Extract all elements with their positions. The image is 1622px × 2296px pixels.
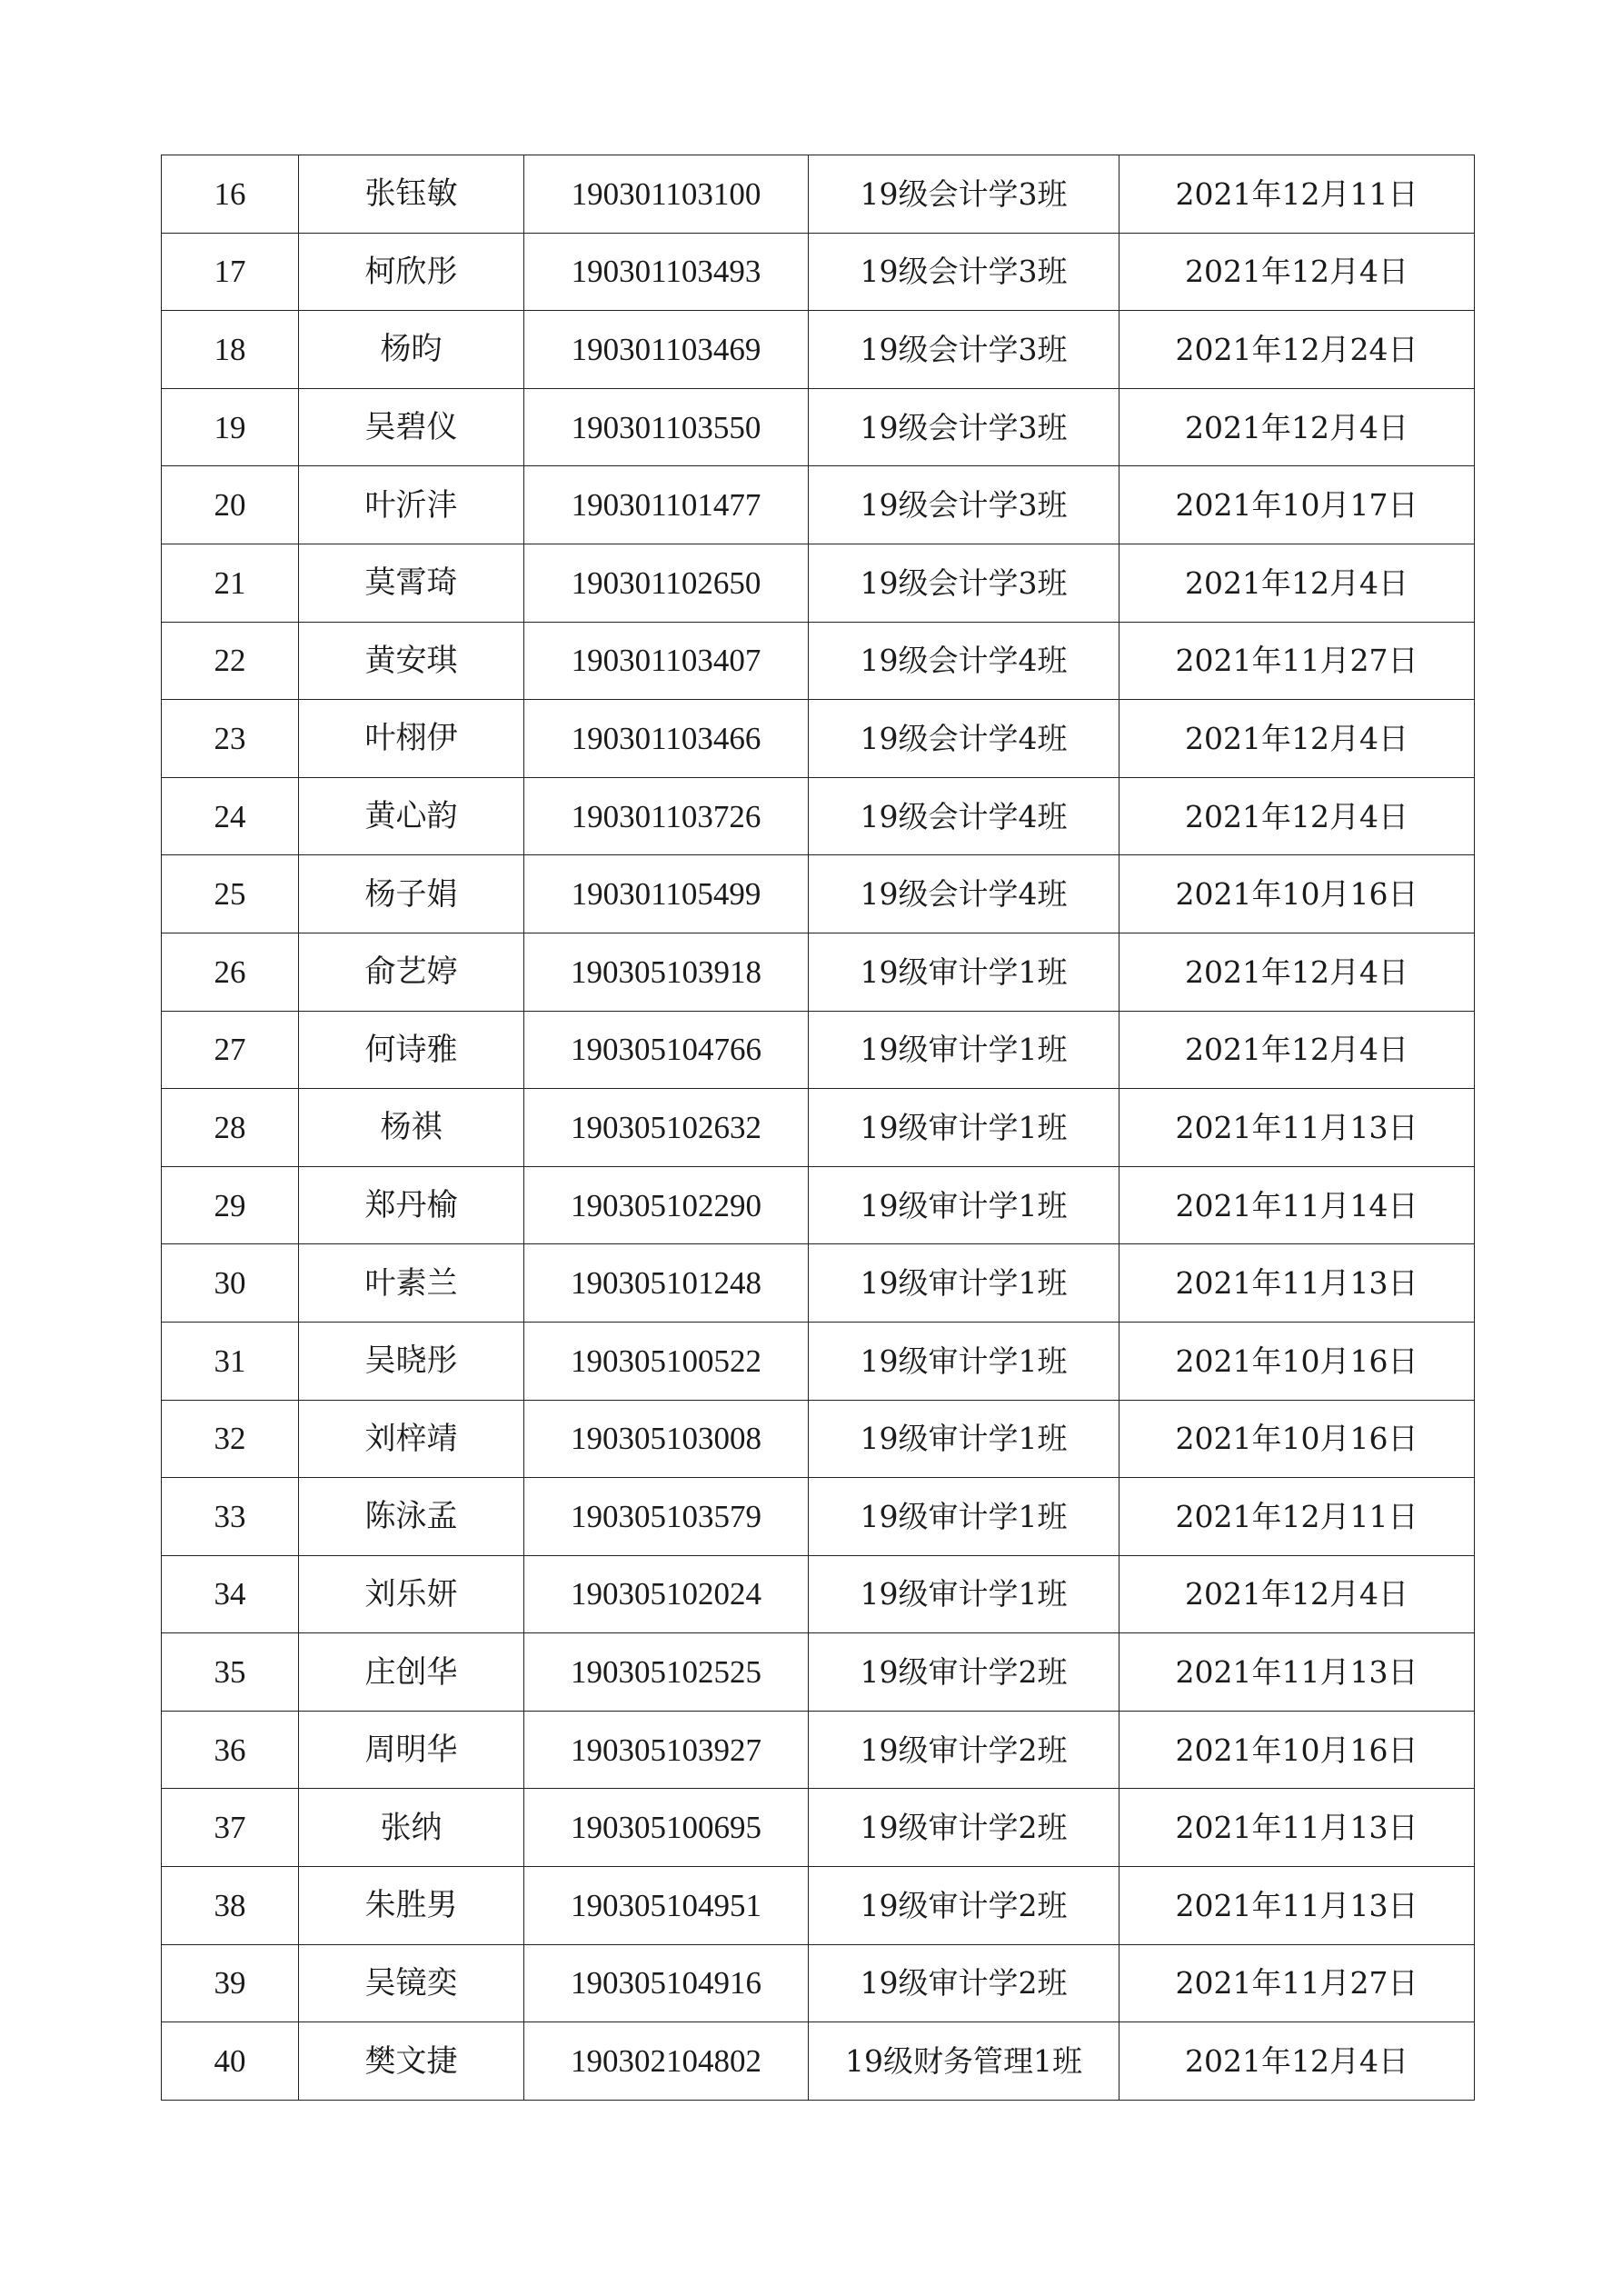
student-name-cell: 吴镜奕 xyxy=(299,1944,524,2022)
student-id-cell: 190301103493 xyxy=(524,233,809,311)
student-name-cell: 柯欣彤 xyxy=(299,233,524,311)
student-name-cell: 何诗雅 xyxy=(299,1011,524,1089)
table-row xyxy=(162,1711,1475,1789)
student-id-cell: 190305100522 xyxy=(524,1322,809,1400)
row-number-cell: 18 xyxy=(162,311,299,389)
table-row xyxy=(162,1089,1475,1167)
class-name-cell: 19级会计学4班 xyxy=(809,622,1119,700)
student-name-cell: 吴晓彤 xyxy=(299,1322,524,1400)
date-cell: 2021年12月4日 xyxy=(1119,388,1475,466)
row-number-cell: 33 xyxy=(162,1478,299,1556)
row-number-cell: 37 xyxy=(162,1789,299,1867)
table-row xyxy=(162,311,1475,389)
class-name-cell: 19级审计学2班 xyxy=(809,1944,1119,2022)
row-number-cell: 39 xyxy=(162,1944,299,2022)
row-number-cell: 26 xyxy=(162,933,299,1011)
student-name-cell: 杨子娟 xyxy=(299,855,524,933)
table-row xyxy=(162,700,1475,778)
student-name-cell: 俞艺婷 xyxy=(299,933,524,1011)
student-name-cell: 吴碧仪 xyxy=(299,388,524,466)
student-name-cell: 郑丹榆 xyxy=(299,1166,524,1244)
student-id-cell: 190305100695 xyxy=(524,1789,809,1867)
date-cell: 2021年10月16日 xyxy=(1119,1400,1475,1478)
class-name-cell: 19级审计学1班 xyxy=(809,1322,1119,1400)
class-name-cell: 19级审计学2班 xyxy=(809,1711,1119,1789)
table-row xyxy=(162,777,1475,855)
row-number-cell: 22 xyxy=(162,622,299,700)
date-cell: 2021年12月4日 xyxy=(1119,1011,1475,1089)
student-name-cell: 叶素兰 xyxy=(299,1244,524,1323)
table-row xyxy=(162,1011,1475,1089)
row-number-cell: 34 xyxy=(162,1555,299,1633)
class-name-cell: 19级会计学3班 xyxy=(809,155,1119,234)
student-name-cell: 樊文捷 xyxy=(299,2022,524,2101)
student-id-cell: 190305103927 xyxy=(524,1711,809,1789)
class-name-cell: 19级会计学4班 xyxy=(809,855,1119,933)
row-number-cell: 23 xyxy=(162,700,299,778)
class-name-cell: 19级会计学3班 xyxy=(809,466,1119,544)
row-number-cell: 35 xyxy=(162,1633,299,1712)
student-id-cell: 190305104951 xyxy=(524,1867,809,1945)
date-cell: 2021年12月24日 xyxy=(1119,311,1475,389)
student-name-cell: 刘梓靖 xyxy=(299,1400,524,1478)
row-number-cell: 32 xyxy=(162,1400,299,1478)
row-number-cell: 19 xyxy=(162,388,299,466)
class-name-cell: 19级审计学1班 xyxy=(809,1555,1119,1633)
student-id-cell: 190301103726 xyxy=(524,777,809,855)
table-row xyxy=(162,622,1475,700)
table-row xyxy=(162,1944,1475,2022)
student-name-cell: 莫霄琦 xyxy=(299,544,524,622)
class-name-cell: 19级审计学1班 xyxy=(809,1478,1119,1556)
date-cell: 2021年11月27日 xyxy=(1119,1944,1475,2022)
table-row xyxy=(162,1633,1475,1712)
class-name-cell: 19级会计学3班 xyxy=(809,388,1119,466)
student-name-cell: 黄安琪 xyxy=(299,622,524,700)
class-name-cell: 19级审计学1班 xyxy=(809,933,1119,1011)
table-row xyxy=(162,1322,1475,1400)
row-number-cell: 24 xyxy=(162,777,299,855)
class-name-cell: 19级会计学4班 xyxy=(809,777,1119,855)
table-row xyxy=(162,1555,1475,1633)
date-cell: 2021年12月4日 xyxy=(1119,1555,1475,1633)
date-cell: 2021年11月13日 xyxy=(1119,1089,1475,1167)
date-cell: 2021年11月13日 xyxy=(1119,1244,1475,1323)
student-id-cell: 190305102525 xyxy=(524,1633,809,1712)
row-number-cell: 29 xyxy=(162,1166,299,1244)
row-number-cell: 17 xyxy=(162,233,299,311)
student-id-cell: 190305103579 xyxy=(524,1478,809,1556)
date-cell: 2021年11月14日 xyxy=(1119,1166,1475,1244)
row-number-cell: 16 xyxy=(162,155,299,234)
student-id-cell: 190305103008 xyxy=(524,1400,809,1478)
class-name-cell: 19级会计学3班 xyxy=(809,233,1119,311)
student-id-cell: 190305102632 xyxy=(524,1089,809,1167)
table-row xyxy=(162,2022,1475,2101)
table-row xyxy=(162,233,1475,311)
roster-table-body xyxy=(162,155,1475,2101)
row-number-cell: 28 xyxy=(162,1089,299,1167)
date-cell: 2021年10月16日 xyxy=(1119,1711,1475,1789)
student-name-cell: 朱胜男 xyxy=(299,1867,524,1945)
date-cell: 2021年11月13日 xyxy=(1119,1633,1475,1712)
student-id-cell: 190305102024 xyxy=(524,1555,809,1633)
student-name-cell: 叶沂沣 xyxy=(299,466,524,544)
date-cell: 2021年12月4日 xyxy=(1119,700,1475,778)
date-cell: 2021年11月13日 xyxy=(1119,1867,1475,1945)
student-name-cell: 黄心韵 xyxy=(299,777,524,855)
row-number-cell: 25 xyxy=(162,855,299,933)
date-cell: 2021年11月27日 xyxy=(1119,622,1475,700)
student-name-cell: 刘乐妍 xyxy=(299,1555,524,1633)
date-cell: 2021年12月11日 xyxy=(1119,1478,1475,1556)
class-name-cell: 19级审计学1班 xyxy=(809,1244,1119,1323)
student-name-cell: 杨祺 xyxy=(299,1089,524,1167)
table-row xyxy=(162,466,1475,544)
student-id-cell: 190301103466 xyxy=(524,700,809,778)
row-number-cell: 40 xyxy=(162,2022,299,2101)
date-cell: 2021年10月16日 xyxy=(1119,855,1475,933)
table-row xyxy=(162,933,1475,1011)
date-cell: 2021年12月4日 xyxy=(1119,544,1475,622)
table-row xyxy=(162,855,1475,933)
row-number-cell: 27 xyxy=(162,1011,299,1089)
class-name-cell: 19级审计学2班 xyxy=(809,1867,1119,1945)
table-row xyxy=(162,1244,1475,1323)
student-id-cell: 190301105499 xyxy=(524,855,809,933)
date-cell: 2021年12月4日 xyxy=(1119,777,1475,855)
student-name-cell: 庄创华 xyxy=(299,1633,524,1712)
row-number-cell: 38 xyxy=(162,1867,299,1945)
table-row xyxy=(162,544,1475,622)
student-name-cell: 张钰敏 xyxy=(299,155,524,234)
date-cell: 2021年12月4日 xyxy=(1119,233,1475,311)
date-cell: 2021年10月17日 xyxy=(1119,466,1475,544)
row-number-cell: 36 xyxy=(162,1711,299,1789)
student-name-cell: 周明华 xyxy=(299,1711,524,1789)
class-name-cell: 19级财务管理1班 xyxy=(809,2022,1119,2101)
student-name-cell: 叶栩伊 xyxy=(299,700,524,778)
row-number-cell: 21 xyxy=(162,544,299,622)
student-id-cell: 190301103550 xyxy=(524,388,809,466)
class-name-cell: 19级审计学1班 xyxy=(809,1166,1119,1244)
date-cell: 2021年12月4日 xyxy=(1119,2022,1475,2101)
student-id-cell: 190301102650 xyxy=(524,544,809,622)
student-id-cell: 190305103918 xyxy=(524,933,809,1011)
class-name-cell: 19级审计学2班 xyxy=(809,1633,1119,1712)
student-roster-table xyxy=(161,155,1475,2101)
class-name-cell: 19级会计学3班 xyxy=(809,311,1119,389)
class-name-cell: 19级审计学1班 xyxy=(809,1011,1119,1089)
student-id-cell: 190302104802 xyxy=(524,2022,809,2101)
table-row xyxy=(162,1478,1475,1556)
row-number-cell: 31 xyxy=(162,1322,299,1400)
student-id-cell: 190301103100 xyxy=(524,155,809,234)
class-name-cell: 19级会计学3班 xyxy=(809,544,1119,622)
student-id-cell: 190305104766 xyxy=(524,1011,809,1089)
table-row xyxy=(162,1867,1475,1945)
student-name-cell: 杨昀 xyxy=(299,311,524,389)
date-cell: 2021年12月4日 xyxy=(1119,933,1475,1011)
student-id-cell: 190301103407 xyxy=(524,622,809,700)
student-name-cell: 陈泳孟 xyxy=(299,1478,524,1556)
student-id-cell: 190305104916 xyxy=(524,1944,809,2022)
date-cell: 2021年10月16日 xyxy=(1119,1322,1475,1400)
table-row xyxy=(162,388,1475,466)
student-id-cell: 190305101248 xyxy=(524,1244,809,1323)
table-row xyxy=(162,1166,1475,1244)
class-name-cell: 19级审计学2班 xyxy=(809,1789,1119,1867)
student-name-cell: 张纳 xyxy=(299,1789,524,1867)
class-name-cell: 19级会计学4班 xyxy=(809,700,1119,778)
table-row xyxy=(162,1400,1475,1478)
student-id-cell: 190301103469 xyxy=(524,311,809,389)
table-row xyxy=(162,1789,1475,1867)
class-name-cell: 19级审计学1班 xyxy=(809,1400,1119,1478)
row-number-cell: 20 xyxy=(162,466,299,544)
table-row xyxy=(162,155,1475,234)
student-id-cell: 190305102290 xyxy=(524,1166,809,1244)
class-name-cell: 19级审计学1班 xyxy=(809,1089,1119,1167)
date-cell: 2021年12月11日 xyxy=(1119,155,1475,234)
date-cell: 2021年11月13日 xyxy=(1119,1789,1475,1867)
student-id-cell: 190301101477 xyxy=(524,466,809,544)
row-number-cell: 30 xyxy=(162,1244,299,1323)
